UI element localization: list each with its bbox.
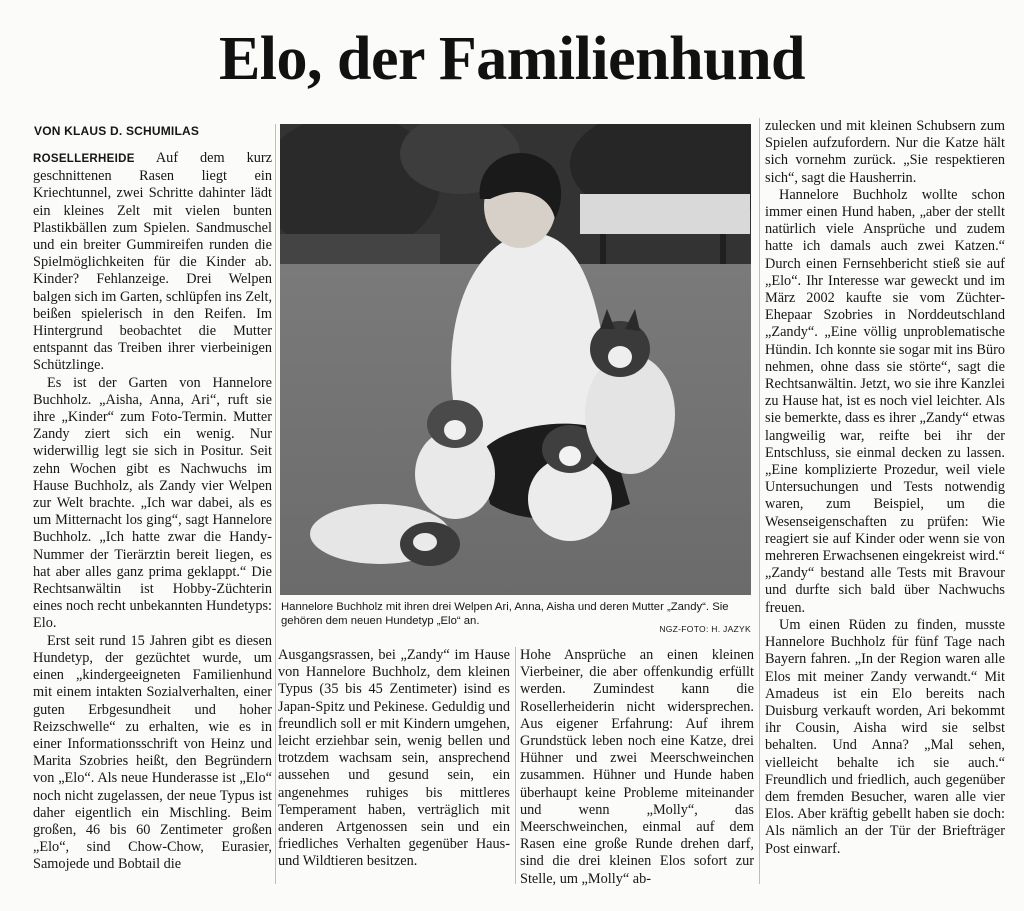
lead-paragraph bbox=[33, 150, 272, 375]
photo-credit: NGZ-FOTO: H. JAZYK bbox=[659, 624, 751, 634]
column-rule bbox=[759, 118, 760, 884]
column-rule bbox=[275, 124, 276, 884]
column-4 bbox=[765, 118, 1005, 858]
paragraph: Es ist der Garten von Hannelore Buchholz. „Aisha, Anna, Ari“, ruft sie ihre „Kinder“ zum Foto-Termin. Mutter Zandy ziert sich ein wenig. Nur widerwillig legt sie sich in Positur. Seit zehn Wochen gibt es Nachwuchs im Hause Buchholz, als Zandy vier Welpen zur Welt brachte. „Ich war dabei, als es um Mitternacht los ging“, sagt Hannelore Buchholz. „Ich hatte zwar die Handy-Nummer der Tierärztin bereit liegen, es hat aber alles ganz prima geklappt.“ Die Rechtsanwältin ist Hobby-Züchterin eines noch recht unbekannten Hundetyps: Elo. bbox=[33, 374, 273, 632]
headline: Elo, der Familienhund bbox=[218, 25, 806, 93]
column-rule bbox=[515, 647, 516, 884]
byline: VON KLAUS D. SCHUMILAS bbox=[34, 124, 200, 138]
photo-illustration bbox=[280, 124, 751, 595]
column-2 bbox=[278, 647, 510, 871]
photo-caption: Hannelore Buchholz mit ihren drei Welpen Ari, Anna, Aisha und deren Mutter „Zandy“. Sie gehören dem neuen Hundetyp „Elo“ an. bbox=[281, 601, 729, 627]
lead-text: Auf dem kurz geschnittenen Rasen liegt ein Kriechtunnel, zwei Schritte dahinter lädt ein kleines Zelt mit vielen bunten Plastikbällen zum Spielen. Sandmuschel und ein breiter Gummireifen runden die Spielmöglichkeiten für die Kinder ab. Kinder? Fehlanzeige. Drei Welpen balgen sich im Garten, schlüpfen ins Zelt, beißen spielerisch in den Reifen. Im Hintergrund beobachtet die Mutter entspannt das Treiben ihrer vierbeinigen Schützlinge. bbox=[33, 150, 273, 374]
column-3 bbox=[520, 647, 754, 888]
paragraph: Ausgangsrassen, bei „Zandy“ im Hause von Hannelore Buchholz, dem kleinen Typus (35 bis 45 Zentimeter) isind es Japan-Spitz und Pekinese. Geduldig und freundlich soll er mit Kindern umgehen, leicht erziehbar sein, wenig bellen und trotzdem wachsam sein, ansprechend aussehen und gesund sein, ein angenehmes ruhiges bis mittleres Temperament haben, verträglich mit anderen Artgenossen sein und ein friedliches Verhalten gegenüber Haus- und Wildtieren besitzen. bbox=[278, 647, 510, 870]
dateline: ROSELLERHEIDE bbox=[33, 153, 135, 165]
paragraph: Um einen Rüden zu finden, musste Hannelore Buchholz für fünf Tage nach Bayern fahren. „In der Region waren alle Elos mit meiner Zandy verwandt.“ Mit Amadeus ist ein Elo bereits nach Duisburg verkauft worden, Ari bekommt ihr Cousin, Aisha wird sie selbst behalten. Und Anna? „Mal sehen, vielleicht behalte ich sie auch.“ Freundlich und friedlich, auch gegenüber dem fremden Besucher, waren alle vier Elos. Aber kräftig gebellt haben sie doch: Als nämlich an der Tür der Briefträger Post einwarf. bbox=[765, 616, 1005, 857]
article-photo bbox=[280, 124, 751, 595]
paragraph: Hannelore Buchholz wollte schon immer einen Hund haben, „aber der stellt natürlich viele Ansprüche und zudem hatte ich damals auch zwei Katzen.“ Durch einen Fernsehbericht stieß sie auf „Elo“. Ihr Interesse war geweckt und im März 2002 kaufte sie vom Züchter-Ehepaar Szobries in Norddeutschland „Zandy“. „Eine völlig unproblematische Hündin. Ich konnte sie sogar mit ins Büro nehmen, ohne dass sie störte“, sagt die Rechtsanwältin. Jetzt, wo sie ihre Kanzlei zu Hause hat, ist es noch viel leichter. Als sie bemerkte, dass es ihrer „Zandy“ etwas langweilig war, reifte bei ihr der Entschluss, sie einmal decken zu lassen. „Eine komplizierte Prozedur, weil viele Untersuchungen und Tests notwendig waren, zum Beispiel, um die Wesenseigenschaften zu prüfen: Wie reagiert sie auf Kinder oder wenn sie von mehreren Erwachsenen eingekreist wird.“ „Zandy“ bestand alle Tests mit Bravour und durfte sich bald über Nachwuchs freuen. bbox=[765, 186, 1005, 616]
paragraph: Hohe Ansprüche an einen kleinen Vierbeiner, die aber offenkundig erfüllt werden. Zumindest kann die Rosellerheiderin nicht widersprechen. Aus eigener Erfahrung: Auf ihrem Grundstück leben noch eine Katze, drei Hühner und zwei Meerschweinchen zusammen. Hühner und Hunde haben überhaupt keine Probleme miteinander und wenn „Molly“, das Meerschweinchen, einmal auf dem Rasen eine große Runde drehen darf, sind die drei kleinen Elos sofort zur Stelle, um „Molly“ ab- bbox=[520, 647, 754, 887]
paragraph: zulecken und mit kleinen Schubsern zum Spielen aufzufordern. Nur die Katze hält sich vornehm zurück. „Sie respektieren sich“, sagt die Hausherrin. bbox=[765, 118, 1005, 186]
paragraph: Erst seit rund 15 Jahren gibt es diesen Hundetyp, der gezüchtet wurde, um einen „kindergeeigneten Familienhund mit einem intakten Sozialverhalten, einer guten Erbgesundheit und hoher Reizschwelle“ zu erhalten, wie es in einer Informationsschrift von Heinz und Marita Szobries heißt, den Begründern von „Elo“. Als neue Hunderasse ist „Elo“ noch nicht zugelassen, der neue Typus ist daher eigentlich ein Mischling. Beim großen, 46 bis 60 Zentimeter großen „Elo“, sind Chow-Chow, Eurasier, Samojede und Bobtail die bbox=[33, 632, 272, 873]
column-1 bbox=[33, 150, 272, 874]
